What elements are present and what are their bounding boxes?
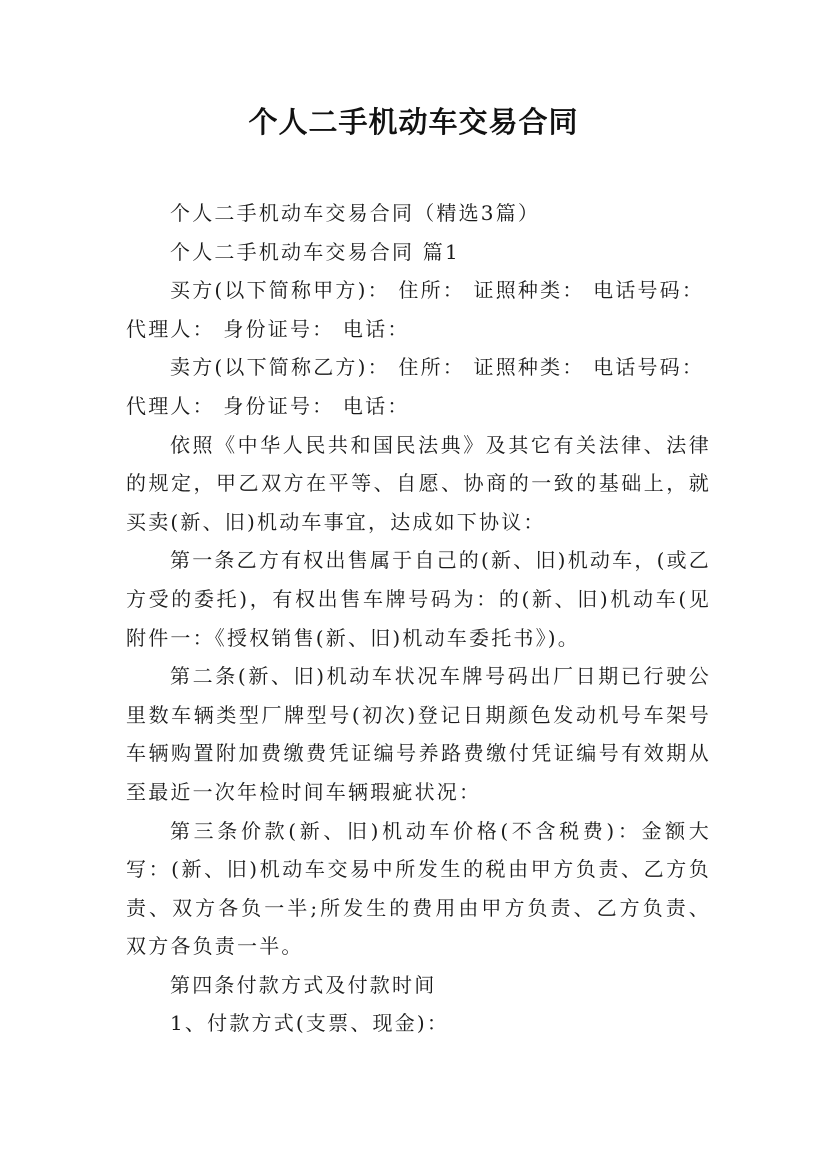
document-title: 个人二手机动车交易合同 <box>248 105 579 139</box>
paragraph-buyer-agent: 代理人： 身份证号： 电话： <box>126 316 410 341</box>
paragraph-subtitle: 个人二手机动车交易合同（精选3篇） <box>170 201 541 225</box>
paragraph-buyer-info: 买方(以下简称甲方)： 住所： 证照种类： 电话号码： <box>170 278 705 303</box>
paragraph-seller-agent: 代理人： 身份证号： 电话： <box>126 393 410 418</box>
paragraph-article-4: 第四条付款方式及付款时间 <box>170 972 437 997</box>
paragraph-article-1: 第一条乙方有权出售属于自己的(新、旧)机动车，(或乙方受的委托)，有权出售车牌号码为：的(新、旧)机动车(见附件一：《授权销售(新、旧)机动车委托书》)。 <box>126 548 711 650</box>
paragraph-seller-info: 卖方(以下简称乙方)： 住所： 证照种类： 电话号码： <box>170 355 705 380</box>
paragraph-article-2: 第二条(新、旧)机动车状况车牌号码出厂日期已行驶公里数车辆类型厂牌型号(初次)登记日期颜色发动机号车架号车辆购置附加费缴费凭证编号养路费缴付凭证编号有效期从至最近一次年检时间车辆瑕疵状况： <box>126 664 711 804</box>
document-body <box>126 194 711 1043</box>
paragraph-preamble: 依照《中华人民共和国民法典》及其它有关法律、法律的规定，甲乙双方在平等、自愿、协商的一致的基础上，就买卖(新、旧)机动车事宜，达成如下协议： <box>126 432 711 534</box>
paragraph-article-3: 第三条价款(新、旧)机动车价格(不含税费)：金额大写：(新、旧)机动车交易中所发生的税由甲方负责、乙方负责、双方各负一半;所发生的费用由甲方负责、乙方负责、双方各负责一半。 <box>126 818 711 959</box>
paragraph-section-heading: 个人二手机动车交易合同 篇1 <box>170 239 460 264</box>
paragraph-payment-method: 1、付款方式(支票、现金)： <box>170 1011 450 1036</box>
